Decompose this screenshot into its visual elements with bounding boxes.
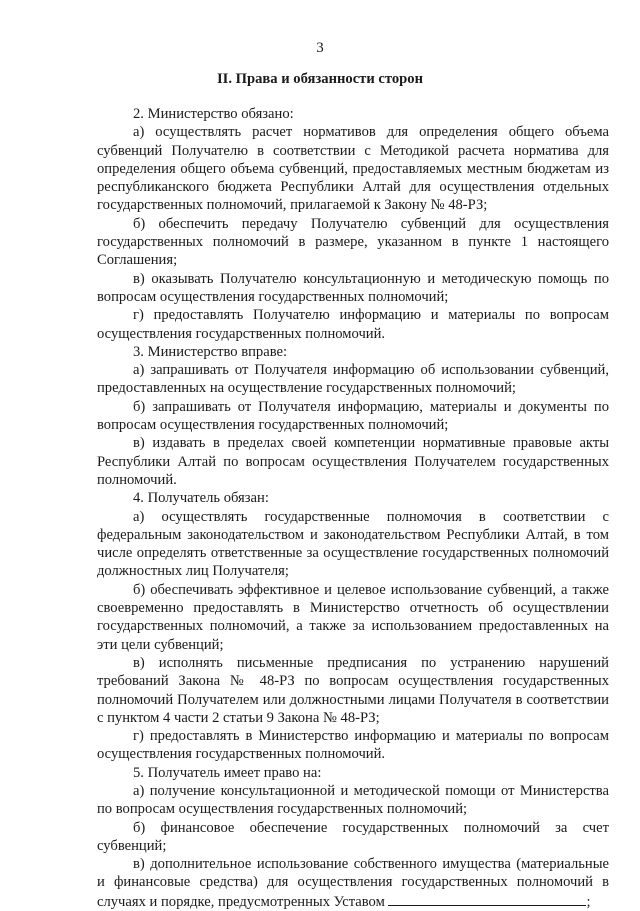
paragraph-3b: б) запрашивать от Получателя информацию, материалы и документы по вопросам осуществления государственных полномочий; xyxy=(97,398,609,434)
document-body xyxy=(97,105,609,911)
paragraph-4v: в) исполнять письменные предписания по устранению нарушений требований Закона № 48-РЗ по вопросам осуществления государственных полномочий Получателем или должностными лицами Получателя в соответствии с пунктом 4 части 2 статьи 9 Закона № 48-РЗ; xyxy=(97,654,609,726)
paragraph-2-heading: 2. Министерство обязано: xyxy=(133,106,294,122)
paragraph-3a: а) запрашивать от Получателя информацию об использовании субвенций, предоставленных на осуществление государственных полномочий; xyxy=(97,362,609,397)
paragraph-2v: в) оказывать Получателю консультационную и методическую помощь по вопросам осуществления государственных полномочий; xyxy=(97,270,609,305)
paragraph-4g: г) предоставлять в Министерство информацию и материалы по вопросам осуществления государственных полномочий. xyxy=(97,728,609,763)
page-number: 3 xyxy=(316,40,324,56)
paragraph-2g: г) предоставлять Получателю информацию и материалы по вопросам осуществления государственных полномочий. xyxy=(97,307,609,342)
paragraph-5a: а) получение консультационной и методической помощи от Министерства по вопросам осуществления государственных полномочий; xyxy=(97,782,609,818)
paragraph-5-heading: 5. Получатель имеет право на: xyxy=(133,764,322,781)
paragraph-5b: б) финансовое обеспечение государственных полномочий за счет субвенций; xyxy=(97,819,609,854)
paragraph-4b: б) обеспечивать эффективное и целевое использование субвенций, а также своевременно предоставлять в Министерство отчетность об осуществлении государственных полномочий, а также за использованием предоставленных на эти цели субвенций; xyxy=(97,581,609,653)
paragraph-2b: б) обеспечить передачу Получателю субвенций для осуществления государственных полномочий в размере, указанном в пункте 1 настоящего Соглашения; xyxy=(97,215,609,269)
blank-fill-line xyxy=(388,892,586,906)
section-title: II. Права и обязанности сторон xyxy=(217,71,423,87)
paragraph-3-heading: 3. Министерство вправе: xyxy=(133,343,288,360)
paragraph-5v-text: в) дополнительное использование собственного имущества (материальные и финансовые средства) для осуществления государственных полномочий в случаях и порядке, предусмотренных Уставом xyxy=(97,856,609,910)
paragraph-4a: а) осуществлять государственные полномочия в соответствии с федеральным законодательством и законодательством Республики Алтай, в том числе определять ответственные за осуществление государственных полномочий должностных лиц Получателя; xyxy=(97,508,609,580)
paragraph-3v: в) издавать в пределах своей компетенции нормативные правовые акты Республики Алтай по вопросам осуществления Получателем государственных полномочий. xyxy=(97,435,609,488)
paragraph-5v-end: ; xyxy=(586,893,591,910)
paragraph-2a: а) осуществлять расчет нормативов для определения общего объема субвенций Получателю в соответствии с Методикой расчета норматива для определения общего объема субвенций, предоставляемых местным бюджетам из республиканского бюджета Республики Алтай для осуществления отдельных государственных полномочий, прилагаемой к Закону № 48-РЗ; xyxy=(97,124,609,214)
paragraph-5v xyxy=(97,855,609,911)
paragraph-4-heading: 4. Получатель обязан: xyxy=(133,490,269,507)
